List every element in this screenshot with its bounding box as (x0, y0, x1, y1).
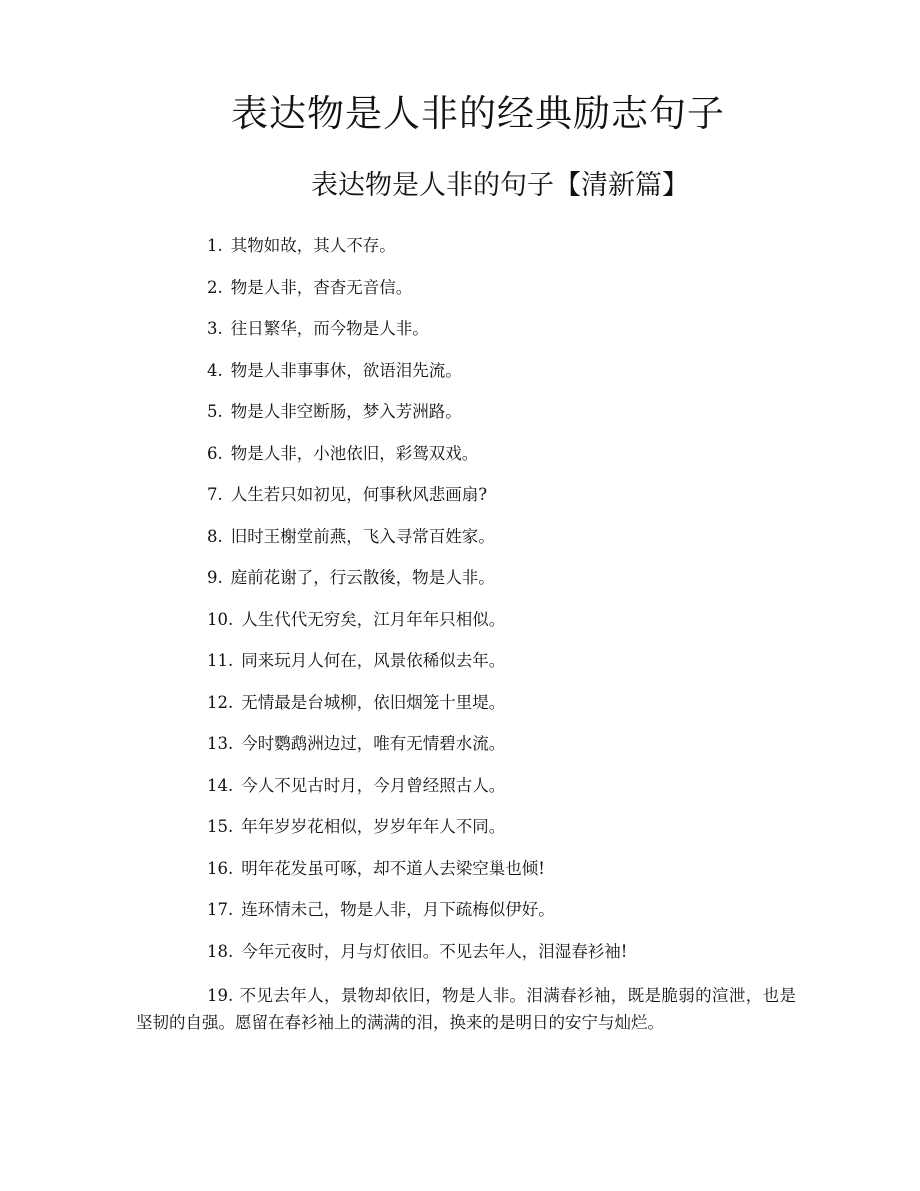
quote-text: 往日繁华，而今物是人非。 (230, 319, 429, 338)
list-item (207, 564, 847, 606)
quote-text: 旧时王榭堂前燕，飞入寻常百姓家。 (230, 526, 495, 546)
quote-number: 16. (207, 858, 234, 878)
quote-number: 1. (207, 236, 223, 255)
document-title: 表达物是人非的经典励志句子 (231, 92, 725, 135)
quote-text: 物是人非，杳杳无音信。 (230, 277, 413, 297)
quote-number: 4. (207, 360, 223, 380)
list-item (207, 772, 847, 814)
quote-text: 今时鹦鹉洲边过，唯有无情碧水流。 (241, 734, 506, 753)
quote-text: 其物如故，其人不存。 (230, 236, 396, 255)
quote-number: 2. (207, 277, 223, 297)
quote-number: 6. (207, 443, 223, 463)
quote-text: 不见去年人，景物却依旧，物是人非。泪满春衫袖，既是脆弱的渲泄，也是坚韧的自强。愿留在春衫袖上的满满的泪，换来的是明日的安宁与灿烂。 (136, 986, 796, 1032)
list-item (207, 523, 847, 565)
quote-number: 3. (207, 319, 223, 338)
list-item (207, 730, 847, 772)
quote-number: 18. (207, 941, 234, 961)
quote-number: 5. (207, 402, 223, 421)
quote-text: 今人不见古时月，今月曾经照古人。 (241, 775, 506, 795)
list-item (207, 274, 847, 316)
list-item (207, 606, 847, 648)
list-item (207, 481, 847, 523)
quote-text: 无情最是台城柳，依旧烟笼十里堤。 (241, 692, 506, 712)
quote-text: 年年岁岁花相似，岁岁年年人不同。 (241, 817, 506, 836)
quote-number: 14. (207, 775, 234, 795)
quote-text: 物是人非，小池依旧，彩鸳双戏。 (230, 443, 479, 463)
quote-number: 13. (207, 734, 234, 753)
quote-number: 12. (207, 692, 234, 712)
section-title: 表达物是人非的句子【清新篇】 (311, 170, 689, 201)
list-item (207, 647, 847, 689)
quote-number: 8. (207, 526, 223, 546)
list-item (207, 440, 847, 482)
quote-number: 17. (207, 900, 234, 919)
list-item (207, 357, 847, 399)
list-item (207, 398, 847, 440)
quote-text: 人生代代无穷矣，江月年年只相似。 (241, 609, 506, 629)
list-item (207, 689, 847, 731)
quote-text: 同来玩月人何在，风景依稀似去年。 (241, 651, 506, 670)
quote-number: 10. (207, 609, 234, 629)
long-quote-paragraph (136, 982, 796, 1036)
quote-text: 连环情未己，物是人非，月下疏梅似伊好。 (241, 900, 555, 919)
list-item (207, 896, 847, 938)
quote-text: 人生若只如初见，何事秋风悲画扇? (230, 485, 488, 504)
quote-text: 今年元夜时，月与灯依旧。不见去年人，泪湿春衫袖! (241, 941, 628, 961)
quote-text: 物是人非空断肠，梦入芳洲路。 (230, 402, 462, 421)
quote-text: 庭前花谢了，行云散後，物是人非。 (230, 568, 495, 587)
list-item (207, 315, 847, 357)
quote-number: 9. (207, 568, 223, 587)
quote-text: 明年花发虽可啄，却不道人去梁空巢也倾! (241, 858, 545, 878)
list-item (207, 855, 847, 897)
quote-list (207, 232, 847, 979)
quote-number: 19. (207, 986, 234, 1005)
quote-number: 15. (207, 817, 234, 836)
quote-number: 7. (207, 485, 223, 504)
list-item (207, 938, 847, 980)
list-item (207, 813, 847, 855)
list-item (207, 232, 847, 274)
quote-text: 物是人非事事休，欲语泪先流。 (230, 360, 462, 380)
quote-number: 11. (207, 651, 234, 670)
